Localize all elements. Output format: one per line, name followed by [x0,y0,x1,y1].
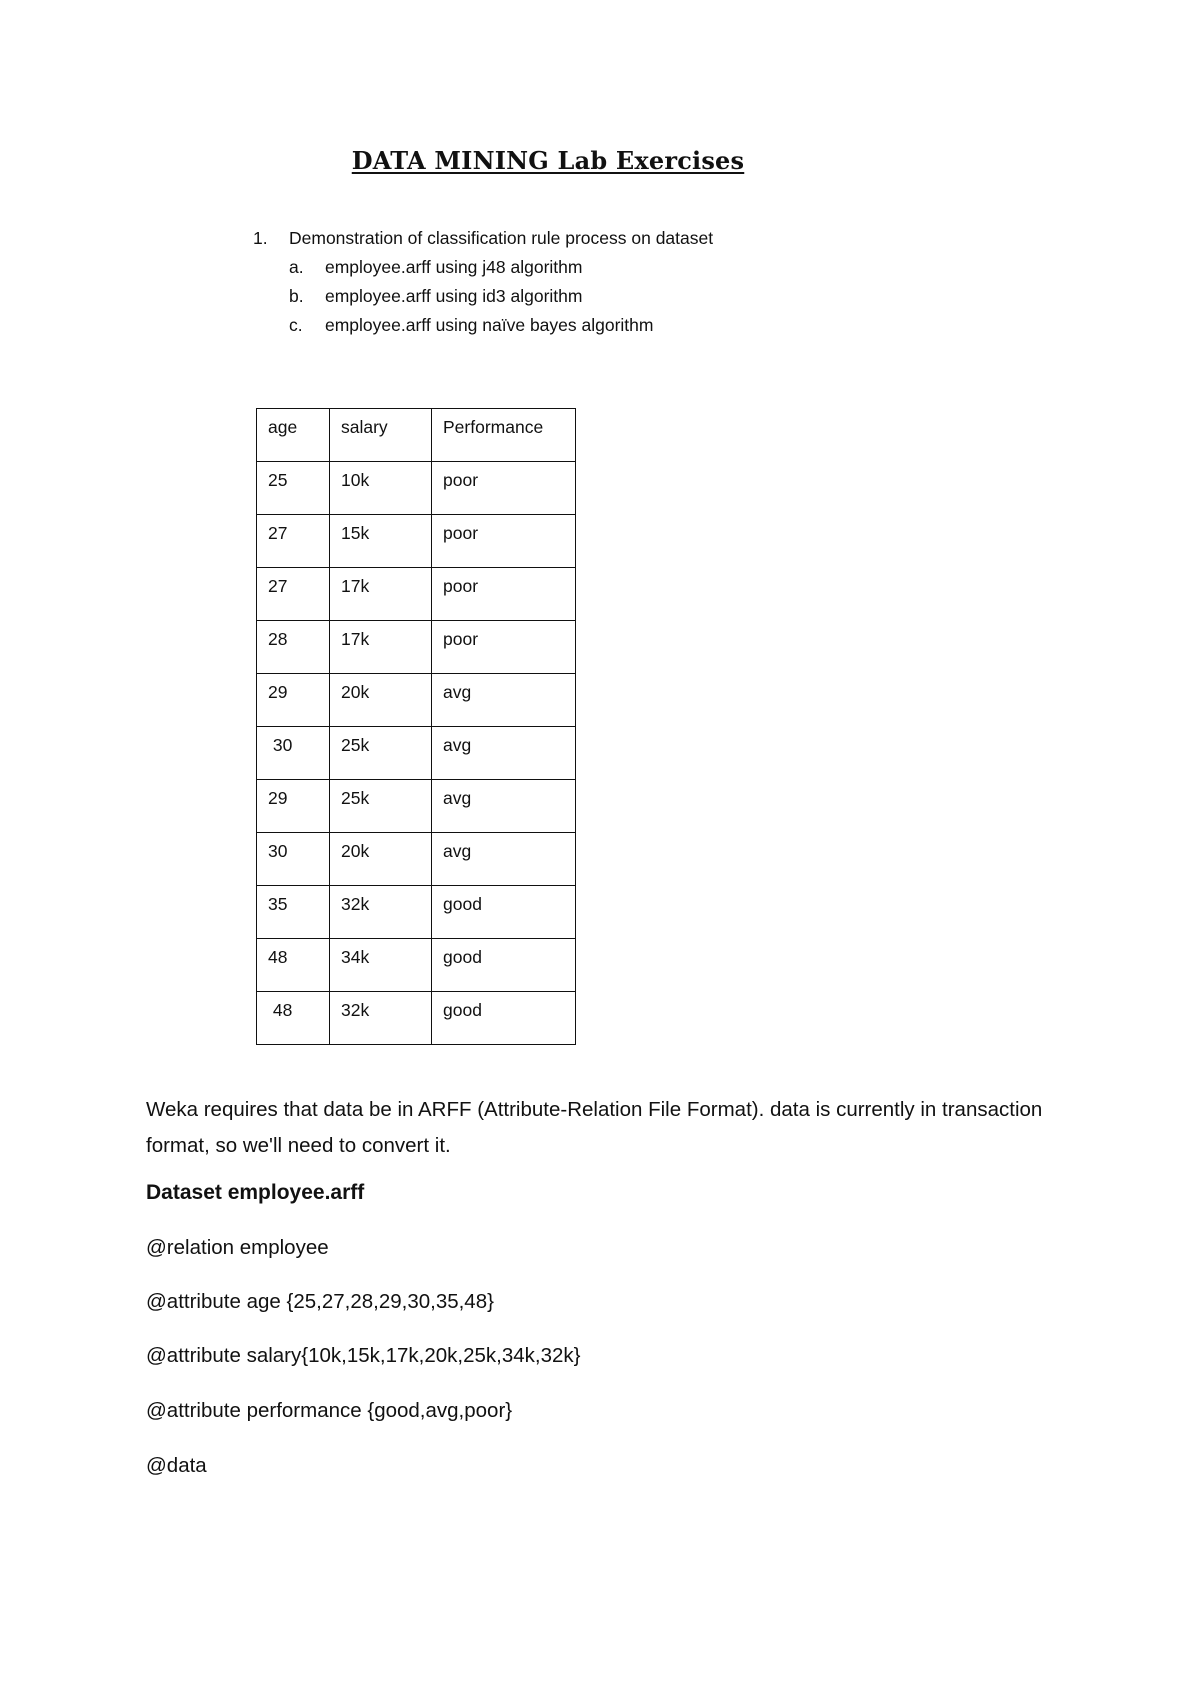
cell-salary: 10k [330,462,432,515]
cell-performance: good [432,939,576,992]
cell-performance: good [432,992,576,1045]
cell-salary: 17k [330,568,432,621]
cell-age: 48 [257,992,330,1045]
sub-task-marker: b. [289,286,304,306]
table-row [257,780,576,833]
arff-attribute-salary-line: @attribute salary{10k,15k,17k,20k,25k,34k,32k} [146,1344,581,1367]
sub-task-marker: c. [289,315,303,335]
task-number: 1. [253,228,268,248]
cell-performance: avg [432,727,576,780]
table-row [257,939,576,992]
cell-salary: 17k [330,621,432,674]
header-salary: salary [330,409,432,462]
table-row [257,992,576,1045]
cell-performance: avg [432,674,576,727]
cell-performance: poor [432,462,576,515]
cell-age: 30 [257,727,330,780]
cell-age: 28 [257,621,330,674]
table-row [257,886,576,939]
cell-age: 48 [257,939,330,992]
cell-age: 27 [257,568,330,621]
cell-performance: poor [432,621,576,674]
table-header-row [257,409,576,462]
cell-salary: 32k [330,886,432,939]
cell-age: 29 [257,674,330,727]
task-text: Demonstration of classification rule process on dataset [289,228,714,248]
table-row [257,568,576,621]
cell-age: 27 [257,515,330,568]
table-row [257,727,576,780]
sub-task-c [289,311,713,340]
cell-performance: poor [432,515,576,568]
cell-performance: poor [432,568,576,621]
sub-task-marker: a. [289,257,304,277]
sub-task-b [289,282,713,311]
cell-salary: 32k [330,992,432,1045]
dataset-heading: Dataset employee.arff [146,1181,365,1204]
header-age: age [257,409,330,462]
employee-table [256,408,576,1045]
sub-task-text: employee.arff using naïve bayes algorithm [325,315,654,335]
table-row [257,674,576,727]
arff-attribute-performance-line: @attribute performance {good,avg,poor} [146,1399,513,1422]
cell-performance: avg [432,780,576,833]
body-paragraph: Weka requires that data be in ARFF (Attribute-Relation File Format). data is currently in transaction format, so we'll need to convert it. [146,1098,1043,1157]
sub-task-list [289,253,713,340]
cell-age: 35 [257,886,330,939]
table-row [257,515,576,568]
cell-salary: 34k [330,939,432,992]
cell-salary: 20k [330,833,432,886]
sub-task-text: employee.arff using j48 algorithm [325,257,583,277]
task-item-1 [253,224,713,253]
table-row [257,621,576,674]
arff-data-line: @data [146,1454,207,1477]
arff-attribute-age-line: @attribute age {25,27,28,29,30,35,48} [146,1290,494,1313]
cell-performance: avg [432,833,576,886]
header-performance: Performance [432,409,576,462]
cell-salary: 20k [330,674,432,727]
cell-age: 30 [257,833,330,886]
table-row [257,462,576,515]
sub-task-text: employee.arff using id3 algorithm [325,286,583,306]
cell-performance: good [432,886,576,939]
cell-salary: 15k [330,515,432,568]
cell-age: 29 [257,780,330,833]
page-title: DATA MINING Lab Exercises [351,146,745,175]
task-list [253,224,713,340]
sub-task-a [289,253,713,282]
arff-relation-line: @relation employee [146,1236,329,1259]
table-row [257,833,576,886]
cell-age: 25 [257,462,330,515]
cell-salary: 25k [330,780,432,833]
cell-salary: 25k [330,727,432,780]
